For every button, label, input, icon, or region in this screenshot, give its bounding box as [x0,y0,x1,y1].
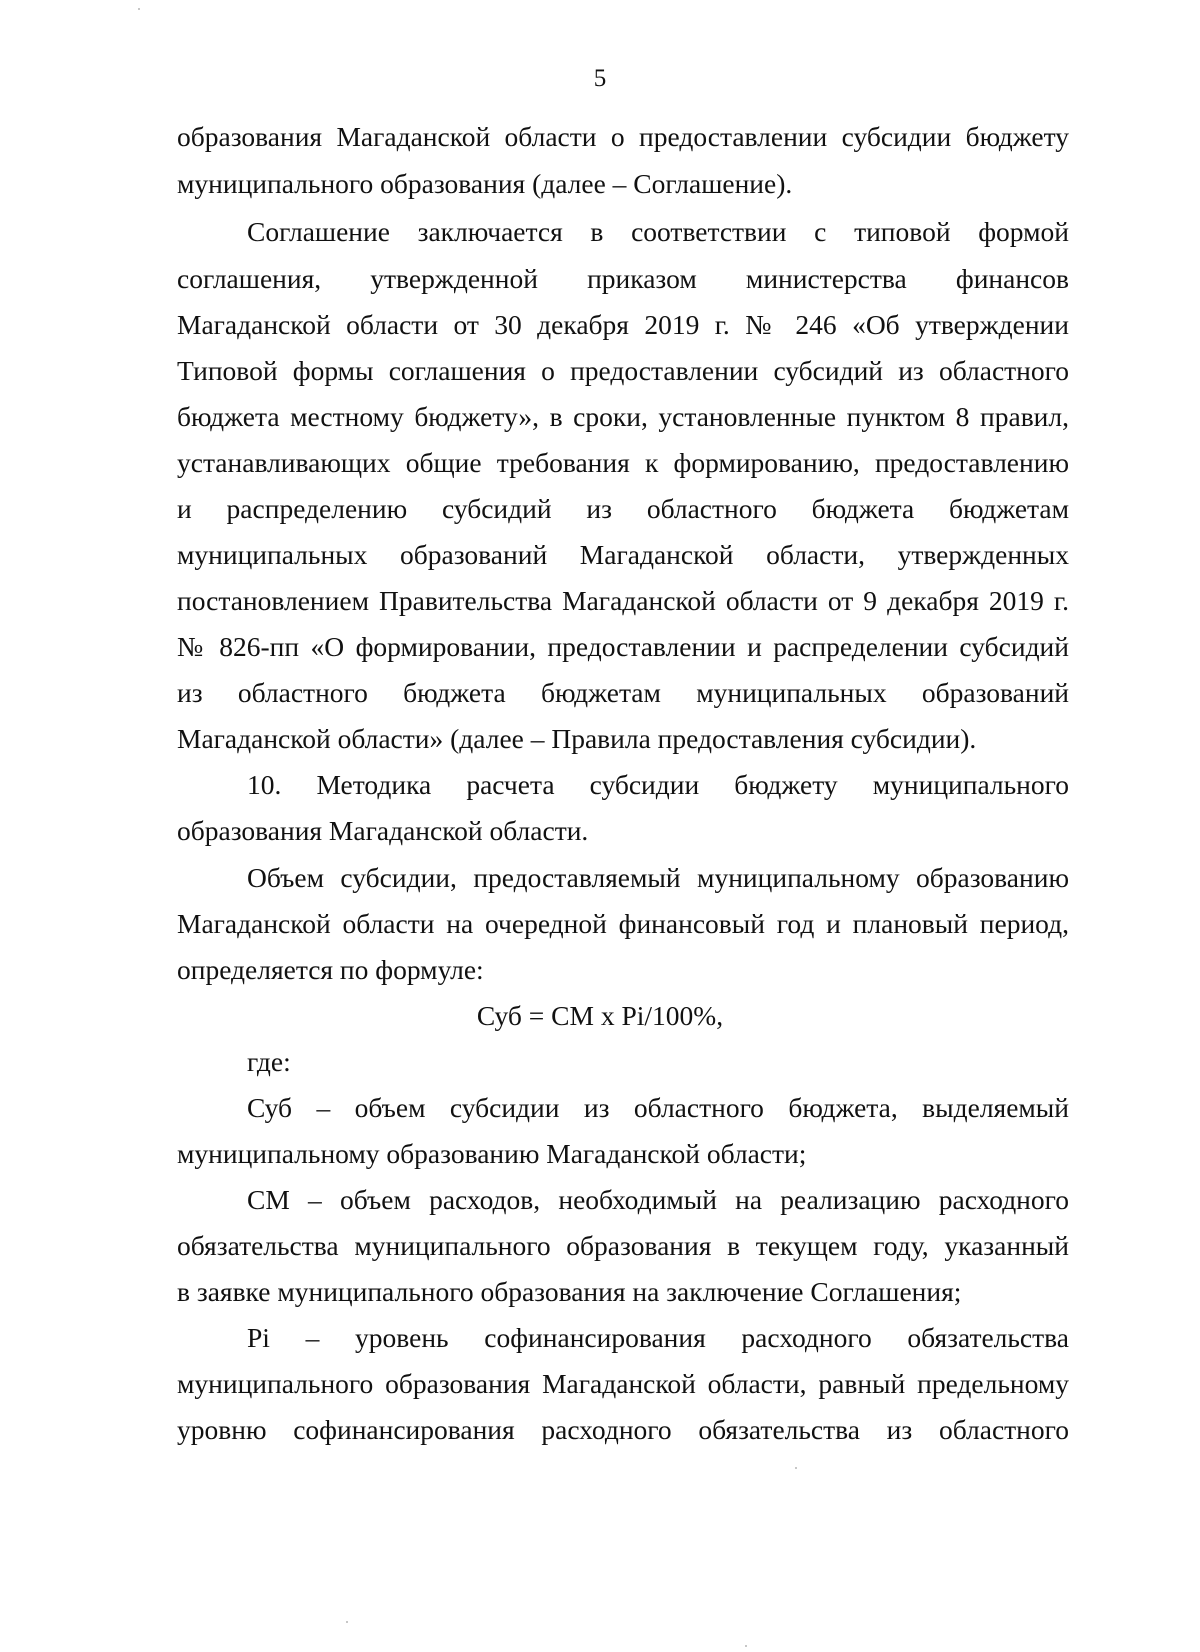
definition-line: уровню софинансирования расходного обязательства из областного [177,1414,1069,1445]
scan-speck [795,1467,797,1469]
definition-line: СМ – объем расходов, необходимый на реализацию расходного [247,1184,1069,1215]
formula: Суб = СМ х Pi/100%, [476,1000,724,1031]
text-line: Соглашение заключается в соответствии с типовой формой [247,216,1069,247]
text-line: Магаданской области» (далее – Правила предоставления субсидии). [177,723,977,754]
text-line: № 826-пп «О формировании, предоставлении и распределении субсидий [177,631,1069,662]
page-number: 5 [593,65,607,92]
section-heading-line: образования Магаданской области. [177,815,589,846]
definition-line: муниципальному образованию Магаданской области; [177,1138,807,1169]
definition-line: обязательства муниципального образования в текущем году, указанный [177,1230,1069,1261]
text-line: муниципального образования (далее – Соглашение). [177,168,793,199]
scan-speck [346,1621,348,1623]
text-line: определяется по формуле: [177,954,484,985]
section-heading-line: 10. Методика расчета субсидии бюджету муниципального [247,769,1069,800]
text-line: где: [247,1046,291,1077]
definition-line: в заявке муниципального образования на заключение Соглашения; [177,1276,962,1307]
text-line: Магаданской области от 30 декабря 2019 г. № 246 «Об утверждении [177,309,1069,340]
text-line: и распределению субсидий из областного бюджета бюджетам [177,493,1069,524]
scan-speck [138,8,140,10]
definition-line: муниципального образования Магаданской области, равный предельному [177,1368,1069,1399]
text-line: Магаданской области на очередной финансовый год и плановый период, [177,908,1069,939]
text-line: муниципальных образований Магаданской области, утвержденных [177,539,1069,570]
text-line: Типовой формы соглашения о предоставлении субсидий из областного [177,355,1069,386]
definition-line: Pi – уровень софинансирования расходного обязательства [247,1322,1069,1353]
text-line: соглашения, утвержденной приказом министерства финансов [177,263,1069,294]
text-line: Объем субсидии, предоставляемый муниципальному образованию [247,862,1069,893]
text-line: из областного бюджета бюджетам муниципальных образований [177,677,1069,708]
scan-speck [745,1645,747,1647]
text-line: образования Магаданской области о предоставлении субсидии бюджету [177,121,1069,152]
text-line: бюджета местному бюджету», в сроки, установленные пунктом 8 правил, [177,401,1069,432]
text-line: постановлением Правительства Магаданской области от 9 декабря 2019 г. [177,585,1069,616]
text-line: устанавливающих общие требования к формированию, предоставлению [177,447,1069,478]
definition-line: Суб – объем субсидии из областного бюджета, выделяемый [247,1092,1069,1123]
